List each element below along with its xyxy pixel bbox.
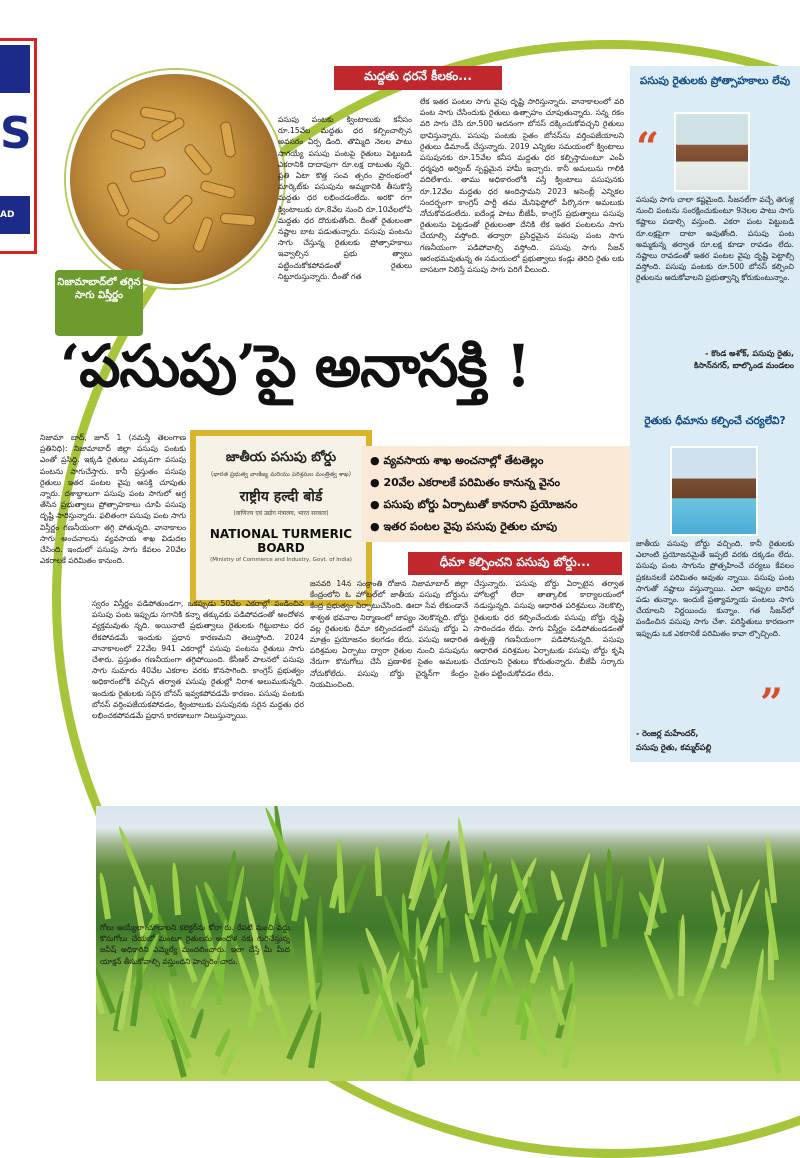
quote-open-icon: “ — [636, 124, 660, 171]
sidebar-heading: రైతుకు ధీమాను కల్పించే చర్యలేవి? — [644, 415, 786, 427]
leaf-shape — [612, 875, 625, 940]
highlight-item: ● పసుపు బోర్డు ఏర్పాటుతో కానరాని ప్రయోజనం — [370, 494, 632, 516]
article-column-far-bottom: గోలు అయ్యేలా చూడాలని కలెక్టర్‌ను కోరా రు. రేపటి నుంచి వద్దు కొనుగోలు చేయబో మంటూ రైతులను ఆందోళ నకు గురిచేస్తున్న జనీష్ అధికారిని ఎమ్మెల్యే మందలించారు. ఇలా చేస్తే మీ మీద యాక్షన్ తీసుకోవాల్సి వస్తుందని హెచ్చరిం చారు. — [100, 923, 290, 966]
board-line-english: NATIONAL TURMERIC BOARD — [209, 527, 353, 555]
leaf-shape — [705, 844, 731, 913]
leaf-shape — [561, 852, 593, 941]
section-tag-support-price: మద్దతు ధరనే కీలకం... — [334, 66, 502, 90]
leaf-shape — [171, 862, 181, 915]
leaf-shape — [455, 817, 473, 913]
leaf-shape — [355, 959, 369, 996]
quote-close-icon: ” — [760, 680, 784, 727]
sidebar-quote: పసుపు సాగు చాలా కష్టమైంది. సీజనల్‌గా వచ్చే తెగుళ్ల నుంచి పంటను సంరక్షించుకుంటూ 9నెలల పాటు సాగు కష్టాలు పడాల్సి వస్తుంది. ఎకరా పంట పెట్టుబడి రూ.లక్షపైగా దాటా అవుతోంది. పసుపు పంట అమ్మకున్న తర్వాత రూ.లక్ష కూడా రావడం లేదు. నష్టాలు రావడంతో ఇతర పంటల వైపు దృష్టి పెట్టాల్సి వస్తోంది. పసుపు పంటకు రూ.500 బోనస్ కల్పించి రైతులను ఆదుకోవాలని ప్రభుత్వాన్ని కోరుకుంటున్నాం. — [636, 195, 794, 283]
sidebar-signature-name: - రెంజర్ల మహేందర్, — [636, 729, 699, 738]
board-line-hindi: राष्ट्रीय हल्दी बोर्ड — [239, 489, 323, 505]
article-column-top-right: లేక ఇతర పంటల సాగు వైపు దృష్టి సారిస్తున్నారు. వానాకాలంలో వరి పంట సాగు చేసేందుకు రైతులు ఉత్సాహం చూపుతున్నారు. సన్న రకం వరి సాగు చేసి రూ.500 అదనంగా బోనస్ దక్కించుకోవచ్చని రైతులు భావిస్తున్నారు. పసుపు పంటకు సైతం బోనస్‌ను వర్తింపజేయాలని రైతులు డిమాండ్ చేస్తున్నారు. 2019 ఎన్నికల సమయంలో క్వింటాలు పసుపునకు రూ.15వేల కనీస మద్దతు ధర కల్పిస్తామంటూ ఎంపీ ధర్మపురి అర్వింద్ స్పష్టమైన హామీ ఇచ్చారు. కానీ అమలును గాలికి వదిలేశారు. తాము అధికారంలోకి వస్తే క్వింటాలు పసుపునకు రూ.12వేల మద్దతు ధర అందిస్తామని 2023 అసెంబ్లీ ఎన్నికల సందర్భంగా కాంగ్రెస్ పార్టీ తమ మేనిఫెస్టోలో పేర్కొనగా అమలుకు నోచుకోవడంలేదు. ఐదేండ్ల పాటు బీజేపీ, కాంగ్రెస్ ప్రభుత్వాలు పసుపు రైతులను పెట్టడంతో రైతులంతా దేనికి లేక ఇతర పంటలను సాగు చేయాల్సి వస్తోంది. తద్వారా ప్రసిద్ధమైన పసుపు పంట సాగు గణనీయంగా పడిపోవాల్సి వస్తోంది. పసుపు సాగు సీజన్ ఆరంభమవుతున్న ఈ సమయంలో ప్రభుత్వాలు కండ్లు తెరిచి రైతు లకు బాసటగా నిలిస్తే పసుపు సాగు పెరిగే వీలుంది. — [420, 97, 624, 275]
leaf-shape — [302, 916, 317, 1010]
leaf-shape — [437, 925, 443, 973]
page-headline: ‘పసుపు’పై అనాసక్తి ! — [60, 332, 531, 400]
leaf-shape — [548, 869, 562, 900]
location-label: నిజామాబాద్‌లో తగ్గిన సాగు విస్తీర్ణం — [55, 270, 143, 336]
sidebar-heading: పసుపు రైతులకు ప్రోత్సాహకాలు లేవు — [639, 75, 791, 87]
farmer-photo — [670, 446, 758, 536]
article-column-bottom-c: చేస్తున్నారు. పసుపు బోర్డు ఏర్పాటైన తర్వాత హోటల్లో లేదా తాత్కాలిక కార్యాలయంలో నడుస్తున్నది. పసుపు ఆధారిత పరిశ్రమలు నెలకొల్పి రైతులకు ధర కల్పించేందుకు పసుపు బోర్డు దృష్టి సారించడం లేదు. సాగు విస్తీర్ణం పడిపోతుండడంతో ఉత్పత్తి గణనీయంగా పడిపోనున్నది. పసుపు ఆధారిత పరిశ్రమల ఏర్పాటుకు పసుపు బోర్డు కృషి చేయాలని రైతులు కోరుతున్నారు. బీజేపీ సర్కారు సైతం పట్టించుకోవడం లేదు. — [474, 579, 624, 678]
highlight-item: ● వ్యవసాయ శాఖ అంచనాల్లో తేటతెల్లం — [370, 450, 632, 472]
leaf-shape — [336, 839, 345, 913]
article-column-left: నిజామా బాద్, జూన్ 1 (నమస్తే తెలంగాణ ప్రతినిధి): నిజామాబాద్ జిల్లా పసుపు పంటకు ఎంతో ప్రసిద్ధి. ఇక్కడి రైతులు ఎక్కువగా పసుపు పంటను సాగుచేస్తారు. కానీ ప్రస్తుతం పసుపు రైతులు ఇతర పంటల వైపు ఆసక్తి చూపుతు న్నారు. దశాబ్దాలుగా పసుపు పంట సాగులో అగ్ర తేసిన ప్రభుత్వాలు ప్రోత్సాహకాలు చూపి పసుపు దృష్టి సారిస్తున్నారు. ఫలితంగా పసుపు పంట సాగు విస్తీర్ణం గణనీయంగా తగ్గి పోతున్నది. వానాకాలం సాగు అంచనాలను వ్యవసాయ శాఖ విడుదల చేసింది. ఇందులో పసుపు సాగు కేవలం 20వేల ఎకరాలకే పరిమితం కానుంది. — [40, 433, 186, 566]
article-column-bottom-b: జనవరి 14న సంక్రాంతి రోజున నిజామాబాద్ జిల్లా కేంద్రంలోని ఓ హోటల్‌లో జాతీయ పసుపు బోర్డును కేంద్ర ప్రభుత్వం ఏర్పాటుచేసింది. ఊదా సేవ లేకుండానే శాశ్వత భవనాల నిర్మాణంలో జాప్యం నెలకొన్నది. బోర్డు వల్ల రైతులకు ధీమా కల్పించడంలో పసుపు బోర్డు ఏ మాత్రం ప్రయోజనం కలగడం లేదు. పసుపు ఆధారిత పరిశ్రమల ఏర్పాటు ద్వారా రైతుల నుంచి పసుపును నేరుగా కొనుగోలు చేసే ప్రణాళిక సైతం అమలుకు నోచుకోలేదు. పసుపు బోర్డు చైర్మన్‌గా కేంద్రం నియమించింది. — [310, 579, 468, 689]
leaf-shape — [606, 849, 612, 901]
leaf-shape — [344, 859, 369, 912]
ad-letter: S — [0, 108, 32, 159]
board-line-hindi-sub: (वाणिज्य एवं उद्योग मंत्रालय, भारत सरकार) — [233, 510, 329, 517]
sidebar-signature-place: కిసాన్‌నగర్, బాల్కొండ మండలం — [693, 361, 794, 370]
leaf-shape — [642, 930, 675, 1000]
article-column-top-middle: పసుపు పంటకు క్వింటాలుకు కనీసం రూ.15వేల మద్దతు ధర కల్పించాల్సిన అవసరం ఏర్ప డింది. తొమ్మిది నెలల పాటు సాగయ్యే పసుపు పంటపై రైతులు పెట్టుబడి ఎకరానికి దాదాపుగా రూ.లక్ష దాటుతు న్నది. ప్రతి ఏటా కొత్త సంవ త్సరం ప్రారంభంలో మార్కెట్‌కు పసుపును అమ్మకానికి తీసుకొస్తే మద్దతు ధర లభించడంలేదు. అరకొ రగా క్వింటాలుకు రూ.8వేల నుంచి రూ.10వేలలోపే మద్దతు ధర దొరుకుతోంది. దీంతో రైతులంతా నష్టాల బాట పడుతున్నారు. పసుపు పంటను సాగు చేస్తున్న రైతులకు ప్రోత్సాహకాలు ఇవ్వాల్సిన ప్రభు త్వాలు పట్టించుకోకపోవడంతో రైతులు నిట్టూరుస్తున్నారు. దీంతో గత — [278, 115, 412, 281]
article-column-bottom-a: స్వరం విస్తీర్ణం పడిపోతుండగా, ఒకప్పుడు 50వేల ఎకరాల్లో పండించిన పసుపు పంట ఇప్పుడు సగానికి కన్నా తక్కువకు పడిపోవడంతో అందోళన వ్యక్తమవుతు న్నది. అయినాటి ప్రభుత్వాలు రైతులకు గిట్టుబాటు ధర లేకపోవడమే ఇందుకు ప్రధాన కారణమని తెలుస్తోంది. 2024 వానాకాలంలో 22వేల 941 ఎకరాల్లో పసుపు పంటను రైతులు సాగు చేశారు. ప్రస్తుతం గణనీయంగా తగ్గిపోయింది. కేసీఆర్ పాలనలో పసుపు సాగు సుమారు 40వేల ఎకరాల వరకు కొనసాగింది. కాంగ్రెస్ ప్రభుత్వం అధికారంలోకి వచ్చిన తర్వాత పసుపు రైతుల్లో నిరాశ అలుముకున్నది. ఇందుకు రైతులకు సరైన బోనస్ ఇవ్వకపోవడమే కారణం. పసుపు పంటకు బోనస్ వర్తింపజేయకపోవడం, క్వింటాలుకు పసుపునకు సరైన మద్దతు ధర లభించకపోవడమే ప్రధాన కారణాలుగా నిలుస్తున్నాయి. — [92, 599, 304, 721]
board-line-telugu-sub: (భారత ప్రభుత్వ వాణిజ్య మరియు పరిశ్రమల మంత్రిత్వ శాఖ) — [210, 471, 351, 478]
leaf-shape — [592, 872, 607, 947]
highlight-item: ● 20వేల ఎకరాలకే పరిమితం కానున్న వైనం — [370, 472, 632, 494]
leaf-shape — [363, 927, 387, 971]
ad-banner-block — [0, 45, 30, 93]
leaf-shape — [316, 896, 323, 983]
highlights-box — [362, 446, 640, 542]
turmeric-photo — [66, 70, 284, 288]
leaf-shape — [463, 913, 480, 963]
highlight-item: ● ఇతర పంటల వైపు పసుపు రైతుల చూపు — [370, 516, 632, 538]
board-line-telugu: జాతీయ పసుపు బోర్డు — [225, 450, 337, 465]
sidebar-quote: జాతీయ పసుపు బోర్డు వచ్చింది. కానీ రైతులకు ఎలాంటి ప్రయోజనమైతే ఇప్పటి వరకు దక్కడం లేదు. పసుపు పంట సాగును ప్రోత్సహించే చర్యలు కేవలం ప్రకటనలకే పరిమితం అవుతు న్నాయి. పసుపు పంట సాగుతో నష్టాలు వస్తున్నాయి. ఎలా అప్పుల బారిన పడు తున్నాం. ఇందుకే ప్రత్యామ్నాయ పంటలు సాగు చేయాలని నిర్ణయించు కున్నాం. గత సీజన్‌లో పండించిన పసుపు సాగు చేశా. పరిస్థితులు కారణంగా ఇప్పుడు ఒక ఎకరానికే పరిమితం కావా ల్సొచ్చింది. — [636, 539, 794, 638]
board-line-english-sub: (Ministry of Commerce and Industry, Govt. of India) — [210, 557, 352, 563]
sidebar-signature-name: - కొండ అశోక్, పసుపు రైతు, — [705, 349, 794, 358]
leaf-shape — [98, 872, 111, 920]
section-tag-insurance: ధీమా కల్పించని పసుపు బోర్డు... — [408, 552, 622, 575]
leaf-shape — [374, 846, 382, 896]
leaf-shape — [756, 989, 782, 1074]
farmer-photo — [674, 112, 750, 192]
leaf-shape — [443, 915, 449, 949]
leaf-shape — [308, 1011, 323, 1068]
sidebar-signature-place: పసుపు రైతు, కమ్మర్‌పల్లి — [636, 743, 712, 752]
opinion-sidebar — [630, 66, 800, 762]
ad-tail-text: AD — [0, 196, 30, 234]
